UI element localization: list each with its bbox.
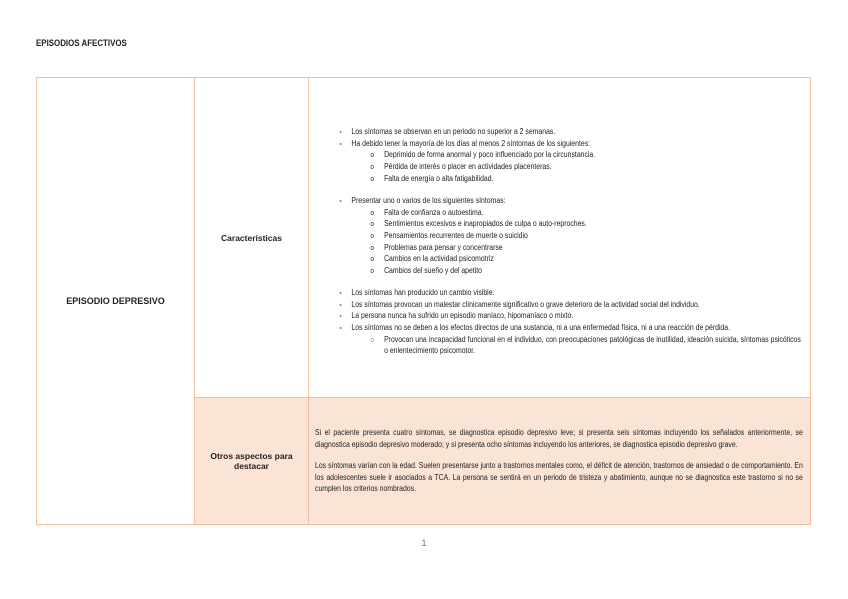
sub-list — [351, 334, 800, 357]
list-item: o Falta de confianza o autoestima. — [370, 207, 801, 219]
sub-list — [351, 149, 800, 184]
list-item: - Los síntomas provocan un malestar clínicamente significativo o grave deterioro de la actividad social del individuo. — [339, 299, 800, 311]
list-item: o Provocan una incapacidad funcional en el individuo, con preocupaciones patológicas de inutilidad, ideación suicida, síntomas psicóticos o enlentecimiento psicomotor. — [370, 334, 801, 357]
document-heading: EPISODIOS AFECTIVOS — [36, 38, 127, 48]
other-aspects-content-cell — [309, 398, 811, 525]
other-paragraph: Los síntomas varían con la edad. Suelen presentarse junto a trastornos mentales como, el déficit de atención, trastornos de ansiedad o de comportamiento. En los adolescentes suele ir asociados a TCA. La persona se sentirá en un periodo de tristeza y abatimiento, aunque no se diagnostica este trastorno si no se cumplen los criterios nombrados. — [315, 461, 803, 494]
page-number: 1 — [421, 538, 427, 548]
other-aspects-label: Otros aspectos para destacar — [210, 451, 293, 471]
episode-name: EPISODIO DEPRESIVO — [66, 296, 165, 306]
list-item: - La persona nunca ha sufrido un episodio maníaco, hipomaníaco o mixto. — [339, 310, 800, 322]
criteria-list-3 — [317, 287, 801, 357]
list-item: o Deprimido de forma anormal y poco influenciado por la circunstancia. — [370, 149, 801, 161]
characteristics-label: Características — [221, 232, 282, 243]
list-item: o Pérdida de interés o placer en actividades placenteras. — [370, 161, 801, 173]
criteria-list-2 — [317, 195, 801, 276]
list-item: - Los síntomas no se deben a los efectos directos de una sustancia, ni a una enfermedad física, ni a una reacción de pérdida. o Provocan una incapacidad funcional en el individuo, con preocupaciones patológicas de inutilidad, ideación suicida, síntomas psicóticos o enlentecimiento psicomotor. — [339, 322, 800, 357]
list-item: o Problemas para pensar y concentrarse — [370, 242, 801, 254]
characteristics-row — [37, 78, 811, 398]
episode-name-cell — [37, 78, 195, 525]
list-item: o Falta de energía o alta fatigabilidad. — [370, 173, 801, 185]
other-aspects-label-cell — [195, 398, 309, 525]
episodes-table — [36, 77, 811, 525]
list-item: o Sentimientos excesivos e inapropiados de culpa o auto-reproches. — [370, 218, 801, 230]
list-item: - Presentar uno o varios de los siguientes síntomas: o Falta de confianza o autoestima. o Sentimientos excesivos e inapropiados de culpa o auto-reproches. o Pensamientos recurrentes de muerte o suicidio o Problemas para pensar y concentrarse o Cambios en la actividad psicomotriz o Cambios del sueño y del apetito — [339, 195, 800, 276]
list-item: o Pensamientos recurrentes de muerte o suicidio — [370, 230, 801, 242]
list-item: - Los síntomas se observan en un periodo no superior a 2 semanas. — [339, 126, 800, 138]
list-item: - Los síntomas han producido un cambio visible. — [339, 287, 800, 299]
list-item: o Cambios en la actividad psicomotriz — [370, 253, 801, 265]
criteria-list-1 — [317, 126, 801, 184]
characteristics-label-cell — [195, 78, 309, 398]
list-item: o Cambios del sueño y del apetito — [370, 265, 801, 277]
characteristics-content-cell — [309, 78, 811, 398]
sub-list — [351, 207, 800, 277]
other-paragraph: Si el paciente presenta cuatro síntomas, se diagnostica episodio depresivo leve; si presenta seis síntomas incluyendo los señalados anteriormente, se diagnostica episodio depresivo moderado; y si presenta ocho síntomas incluyendo los anteriores, se diagnostica episodio depresivo grave. — [315, 428, 803, 449]
list-item: - Ha debido tener la mayoría de los días al menos 2 síntomas de los siguientes: o Deprimido de forma anormal y poco influenciado por la circunstancia. o Pérdida de interés o placer en actividades placenteras. o Falta de energía o alta fatigabilidad. — [339, 138, 800, 184]
